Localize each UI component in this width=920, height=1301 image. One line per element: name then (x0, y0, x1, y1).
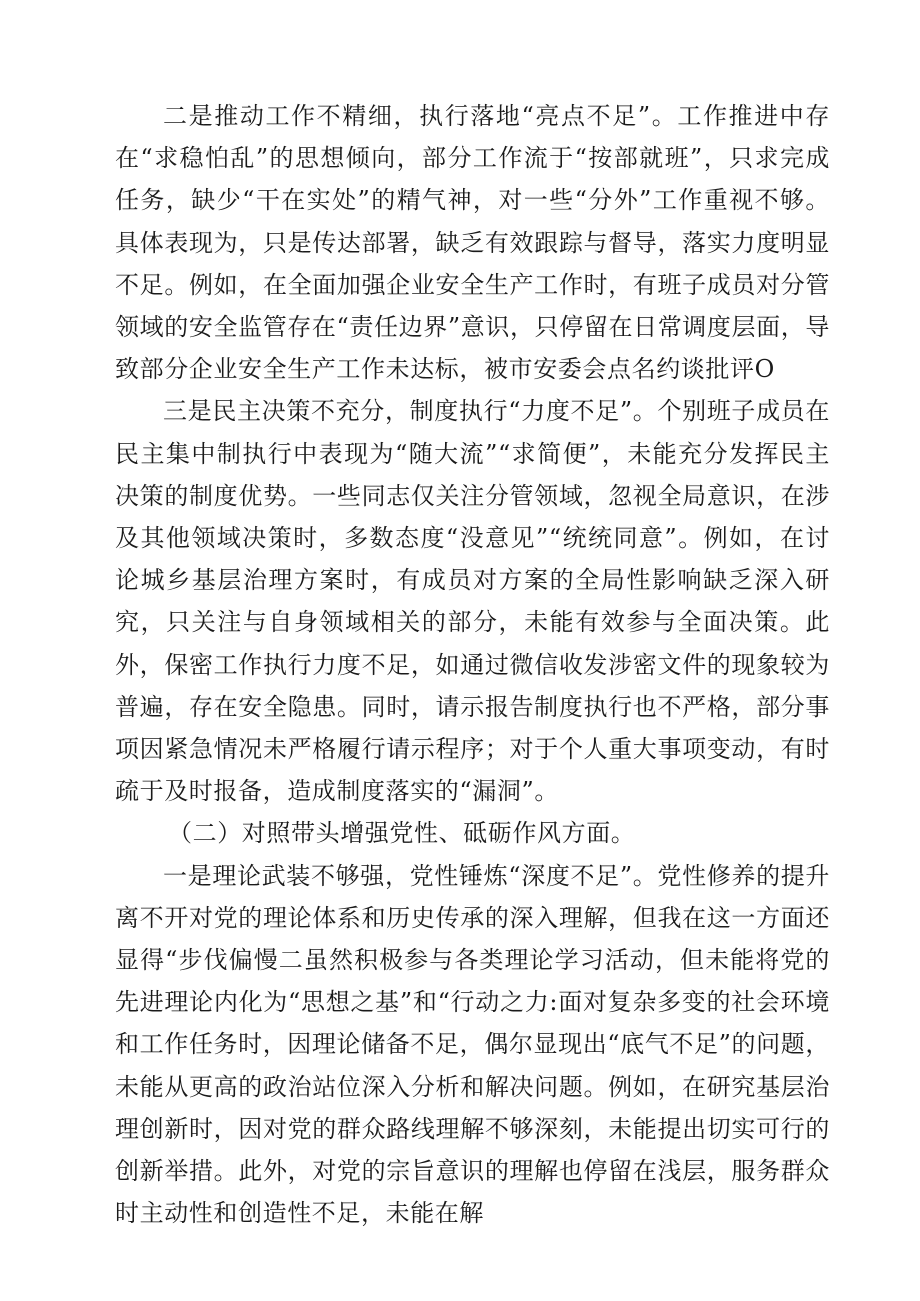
document-body (115, 95, 830, 1234)
paragraph-execution-issues: 二是推动工作不精细，执行落地“亮点不足”。工作推进中存在“求稳怕乱”的思想倾向，部分工作流于“按部就班”，只求完成任务，缺少“干在实处”的精气神，对一些“分外”工作重视不够。具体表现为，只是传达部署，缺乏有效跟踪与督导，落实力度明显不足。例如，在全面加强企业安全生产工作时，有班子成员对分管领域的安全监管存在“责任边界”意识，只停留在日常调度层面，导致部分企业安全生产工作未达标，被市安委会点名约谈批评O (115, 102, 830, 384)
paragraph-theory-study: 一是理论武装不够强，党性锤炼“深度不足”。党性修养的提升离不开对党的理论体系和历史传承的深入理解，但我在这一方面还显得“步伐偏慢二虽然积极参与各类理论学习活动，但未能将党的先进理论内化为“思想之基”和“行动之力:面对复杂多变的社会环境和工作任务时，因理论储备不足，偶尔显现出“底气不足”的问题，未能从更高的政治站位深入分析和解决问题。例如，在研究基层治理创新时，因对党的群众路线理解不够深刻，未能提出切实可行的创新举措。此外，对党的宗旨意识的理解也停留在浅层，服务群众时主动性和创造性不足，未能在解 (115, 861, 830, 1228)
paragraph-democratic-decision: 三是民主决策不充分，制度执行“力度不足”。个别班子成员在民主集中制执行中表现为“随大流”“求简便”，未能充分发挥民主决策的制度优势。一些同志仅关注分管领域，忽视全局意识，在涉及其他领域决策时，多数态度“没意见”“统统同意”。例如，在讨论城乡基层治理方案时，有成员对方案的全局性影响缺乏深入研究，只关注与自身领域相关的部分，未能有效参与全面决策。此外，保密工作执行力度不足，如通过微信收发涉密文件的现象较为普遍，存在安全隐患。同时，请示报告制度执行也不严格，部分事项因紧急情况未严格履行请示程序；对于个人重大事项变动，有时疏于及时报备，造成制度落实的“漏洞”。 (115, 397, 830, 806)
section-heading: （二）对照带头增强党性、砥砺作风方面。 (168, 819, 636, 848)
